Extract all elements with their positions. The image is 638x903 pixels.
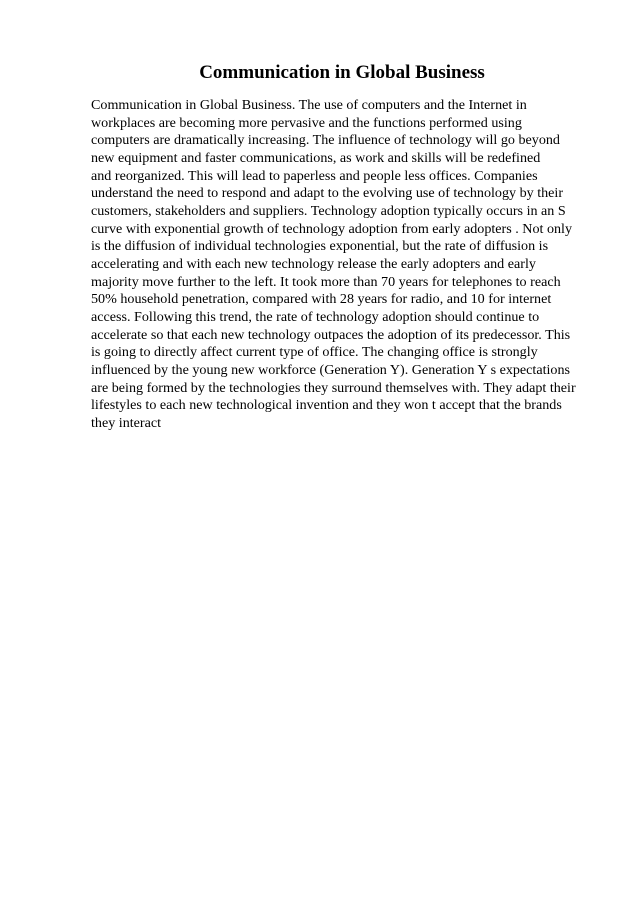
- body-line: lifestyles to each new technological invention and they won t accept that the brands: [91, 397, 562, 414]
- body-line: computers are dramatically increasing. The influence of technology will go beyond: [91, 132, 560, 149]
- body-line: workplaces are becoming more pervasive and the functions performed using: [91, 114, 522, 131]
- body-line: understand the need to respond and adapt to the evolving use of technology by their: [91, 185, 564, 202]
- body-line: majority move further to the left. It took more than 70 years for telephones to reach: [91, 273, 561, 290]
- body-line: customers, stakeholders and suppliers. Technology adoption typically occurs in an S: [91, 202, 566, 219]
- document-body: [91, 97, 611, 432]
- body-line: and reorganized. This will lead to paperless and people less offices. Companies: [91, 167, 538, 184]
- body-line: 50% household penetration, compared with 28 years for radio, and 10 for internet: [91, 291, 552, 308]
- body-line: accelerate so that each new technology outpaces the adoption of its predecessor. This: [91, 326, 571, 343]
- body-line: access. Following this trend, the rate of technology adoption should continue to: [91, 308, 540, 325]
- body-line: they interact: [91, 414, 162, 431]
- body-line: curve with exponential growth of technology adoption from early adopters . Not only: [91, 220, 573, 237]
- body-line: is going to directly affect current type of office. The changing office is strongly: [91, 344, 538, 361]
- body-line: new equipment and faster communications, as work and skills will be redefined: [91, 149, 541, 166]
- body-line: influenced by the young new workforce (Generation Y). Generation Y s expectations: [91, 361, 571, 378]
- body-line: Communication in Global Business. The use of computers and the Internet in: [91, 97, 527, 113]
- body-line: accelerating and with each new technology release the early adopters and early: [91, 255, 536, 272]
- document-title: Communication in Global Business: [199, 62, 485, 83]
- body-line: is the diffusion of individual technologies exponential, but the rate of diffusion is: [91, 238, 549, 255]
- body-line: are being formed by the technologies they surround themselves with. They adapt their: [91, 379, 576, 396]
